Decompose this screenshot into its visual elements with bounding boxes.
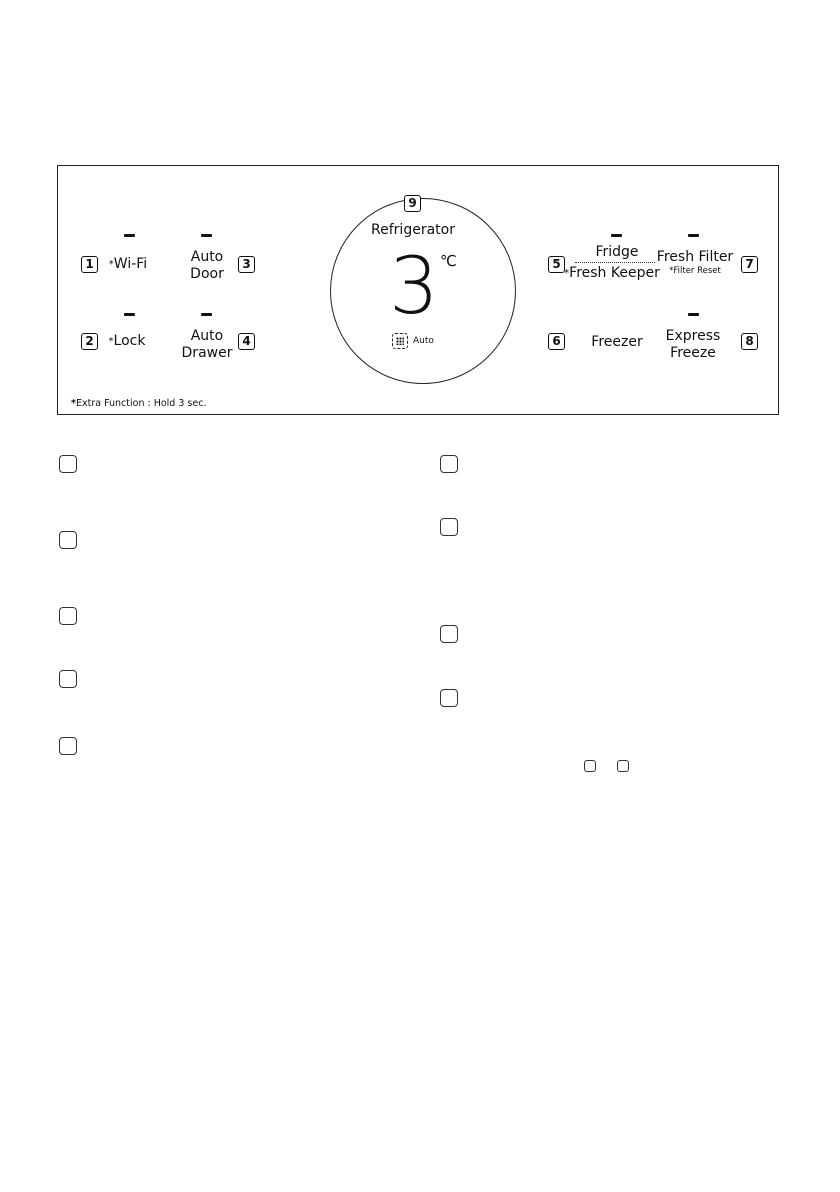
fresh-keeper-label[interactable] xyxy=(564,265,660,282)
auto-door-line2: Door xyxy=(190,266,224,282)
callout-1: 1 xyxy=(81,256,98,273)
callout-5: 5 xyxy=(548,256,565,273)
fresh-filter-button[interactable]: Fresh Filter xyxy=(656,249,734,265)
express-freeze-button[interactable] xyxy=(666,328,721,362)
callout-6: 6 xyxy=(548,333,565,350)
lock-indicator xyxy=(124,313,135,316)
callout-8: 8 xyxy=(741,333,758,350)
auto-label: Auto xyxy=(413,336,434,346)
inline-ref-box-1 xyxy=(584,760,596,772)
legend-box-left-5 xyxy=(59,737,77,755)
callout-7: 7 xyxy=(741,256,758,273)
freezer-button[interactable]: Freezer xyxy=(591,334,643,350)
express-freeze-line2: Freeze xyxy=(670,345,716,361)
wifi-indicator xyxy=(124,234,135,237)
lock-label: Lock xyxy=(113,333,146,349)
inline-ref-box-2 xyxy=(617,760,629,772)
auto-door-line1: Auto xyxy=(190,249,224,265)
legend-box-right-4 xyxy=(440,689,458,707)
legend-box-left-2 xyxy=(59,531,77,549)
wifi-button[interactable] xyxy=(109,256,147,273)
note-text: Extra Function : Hold 3 sec. xyxy=(75,398,207,409)
fridge-indicator xyxy=(611,234,622,237)
auto-drawer-indicator xyxy=(201,313,212,316)
extra-function-note xyxy=(71,398,206,409)
fresh-keeper-star: * xyxy=(564,268,570,279)
auto-dots-icon xyxy=(392,333,408,349)
callout-9: 9 xyxy=(404,195,421,212)
auto-door-indicator xyxy=(201,234,212,237)
lock-button[interactable] xyxy=(109,333,146,350)
legend-box-right-1 xyxy=(440,455,458,473)
auto-drawer-button[interactable] xyxy=(182,328,233,362)
display-title[interactable]: Refrigerator xyxy=(371,222,455,238)
auto-drawer-line1: Auto xyxy=(190,328,224,344)
wifi-label: Wi-Fi xyxy=(113,256,148,272)
temperature-unit: ℃ xyxy=(440,252,457,270)
note-star: * xyxy=(71,398,76,409)
filter-reset-label: *Filter Reset xyxy=(669,266,721,276)
express-freeze-indicator xyxy=(688,313,699,316)
auto-drawer-line2: Drawer xyxy=(181,345,233,361)
legend-box-left-1 xyxy=(59,455,77,473)
callout-4: 4 xyxy=(238,333,255,350)
express-freeze-line1: Express xyxy=(665,328,721,344)
fridge-divider xyxy=(575,262,655,263)
callout-3: 3 xyxy=(238,256,255,273)
lock-star: * xyxy=(108,336,114,347)
callout-2: 2 xyxy=(81,333,98,350)
legend-box-left-3 xyxy=(59,607,77,625)
fresh-filter-indicator xyxy=(688,234,699,237)
legend-box-left-4 xyxy=(59,670,77,688)
temperature-value: 3 xyxy=(389,242,439,332)
fridge-label[interactable]: Fridge xyxy=(595,244,639,260)
legend-box-right-2 xyxy=(440,518,458,536)
fresh-keeper-text: Fresh Keeper xyxy=(569,265,660,281)
legend-box-right-3 xyxy=(440,625,458,643)
auto-door-button[interactable] xyxy=(190,249,224,283)
wifi-star: * xyxy=(108,259,114,270)
